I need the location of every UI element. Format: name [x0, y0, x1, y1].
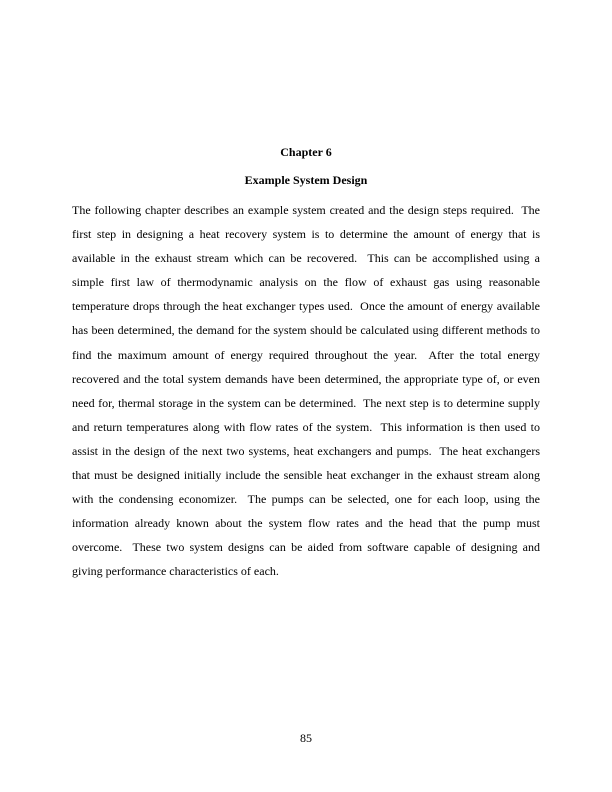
- chapter-title: Example System Design: [244, 173, 368, 187]
- body-paragraph: The following chapter describes an example system created and the design steps required. The first step in designing a heat recovery system is to determine the amount of energy that is available in the exhaust stream which can be recovered. This can be accomplished using a simple first law of thermodynamic analysis on the flow of exhaust gas using reasonable temperature drops through the heat exchanger types used. Once the amount of energy available has been determined, the demand for the system should be calculated using different methods to find the maximum amount of energy required throughout the year. After the total energy recovered and the total system demands have been determined, the appropriate type of, or even need for, thermal storage in the system can be determined. The next step is to determine supply and return temperatures along with flow rates of the system. This information is then used to assist in the design of the next two systems, heat exchangers and pumps. The heat exchangers that must be designed initially include the sensible heat exchanger in the exhaust stream along with the condensing economizer. The pumps can be selected, one for each loop, using the information already known about the system flow rates and the head that the pump must overcome. These two system designs can be aided from software capable of designing and giving performance characteristics of each.: [72, 203, 543, 579]
- chapter-number: Chapter 6: [280, 145, 332, 159]
- page-number: 85: [300, 731, 312, 745]
